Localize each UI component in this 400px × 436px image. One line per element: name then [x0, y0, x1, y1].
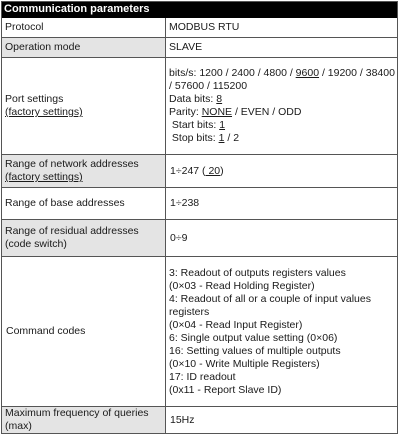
parity-prefix: Parity:	[169, 106, 202, 118]
command-line: (0x11 - Report Slave ID)	[169, 383, 282, 396]
operation-mode-label: Operation mode	[5, 41, 81, 53]
max-frequency-label: Maximum frequency of queries	[5, 407, 149, 419]
residual-addresses-label: Range of residual addresses	[5, 225, 139, 237]
stop-bits-default: 1	[218, 132, 225, 144]
data-bits-default: 8	[216, 93, 223, 105]
max-frequency-sub-label: (max)	[5, 420, 32, 432]
command-line: registers	[169, 305, 210, 318]
port-settings-row	[1, 58, 398, 155]
max-frequency-value-cell	[166, 407, 398, 433]
residual-addresses-value: 0÷9	[170, 231, 188, 244]
port-settings-label-cell	[1, 58, 166, 154]
max-frequency-label-cell	[1, 407, 166, 433]
data-bits-line	[169, 93, 397, 106]
command-line: (0×03 - Read Holding Register)	[169, 279, 315, 292]
command-line: 16: Setting values of multiple outputs	[169, 344, 341, 357]
command-codes-label: Command codes	[6, 325, 86, 337]
operation-mode-label-cell	[1, 38, 166, 57]
network-addresses-factory-label: (factory settings)	[5, 171, 83, 183]
command-codes-row	[1, 257, 398, 407]
residual-addresses-label-cell	[1, 220, 166, 256]
bitrate-line-2: / 57600 / 115200	[169, 80, 248, 92]
protocol-value: MODBUS RTU	[169, 21, 240, 33]
max-frequency-value: 15Hz	[170, 413, 195, 426]
max-frequency-row	[1, 407, 398, 434]
parity-suffix: / EVEN / ODD	[232, 106, 302, 118]
command-codes-label-cell	[1, 257, 166, 406]
base-addresses-value: 1÷238	[170, 197, 200, 209]
data-bits-prefix: Data bits:	[169, 93, 217, 105]
network-close: )	[220, 164, 224, 177]
table-title: Communication parameters	[1, 1, 398, 18]
command-codes-value-cell	[166, 257, 398, 406]
network-addresses-label: Range of network addresses	[5, 158, 139, 170]
network-range: 1÷247 (	[170, 164, 206, 177]
operation-mode-value: SLAVE	[169, 41, 203, 53]
start-bits-prefix: Start bits:	[169, 119, 220, 131]
parity-default: NONE	[201, 106, 233, 118]
residual-addresses-row	[1, 220, 398, 257]
network-default: 20	[205, 164, 221, 177]
residual-addresses-sub-label: (code switch)	[5, 238, 67, 250]
network-addresses-value	[170, 165, 397, 178]
start-bits-line	[169, 119, 397, 132]
network-addresses-row	[1, 155, 398, 188]
command-line: (0×10 - Write Multiple Registers)	[169, 357, 320, 370]
base-addresses-row	[1, 188, 398, 220]
command-line: 4: Readout of all or a couple of input values	[169, 292, 371, 305]
bitrate-line	[169, 67, 397, 80]
operation-mode-value-cell	[166, 38, 398, 57]
port-settings-label: Port settings	[5, 93, 64, 105]
command-line: 17: ID readout	[169, 370, 236, 383]
bitrate-prefix: bits/s: 1200 / 2400 / 4800 /	[169, 67, 296, 79]
base-addresses-label-cell	[1, 188, 166, 219]
bitrate-default: 9600	[295, 67, 320, 79]
protocol-label: Protocol	[5, 21, 44, 33]
protocol-value-cell	[166, 18, 398, 37]
command-line: 6: Single output value setting (0×06)	[169, 331, 338, 344]
start-bits-default: 1	[219, 119, 226, 131]
base-addresses-value-cell	[166, 188, 398, 219]
command-line: (0×04 - Read Input Register)	[169, 318, 303, 331]
protocol-row	[1, 18, 398, 38]
communication-parameters-table	[1, 1, 399, 434]
parity-line	[169, 106, 397, 119]
base-addresses-label: Range of base addresses	[5, 197, 125, 209]
operation-mode-row	[1, 38, 398, 58]
stop-bits-line	[169, 132, 397, 145]
protocol-label-cell	[1, 18, 166, 37]
residual-addresses-value-cell	[166, 220, 398, 256]
command-line: 3: Readout of outputs registers values	[169, 266, 346, 279]
stop-bits-suffix: / 2	[224, 132, 240, 144]
network-addresses-label-cell	[1, 155, 166, 187]
port-settings-factory-label: (factory settings)	[5, 106, 83, 118]
port-settings-value-cell	[166, 58, 398, 154]
stop-bits-prefix: Stop bits:	[169, 132, 219, 144]
network-addresses-value-cell	[166, 155, 398, 187]
bitrate-suffix: / 19200 / 38400	[319, 67, 395, 79]
